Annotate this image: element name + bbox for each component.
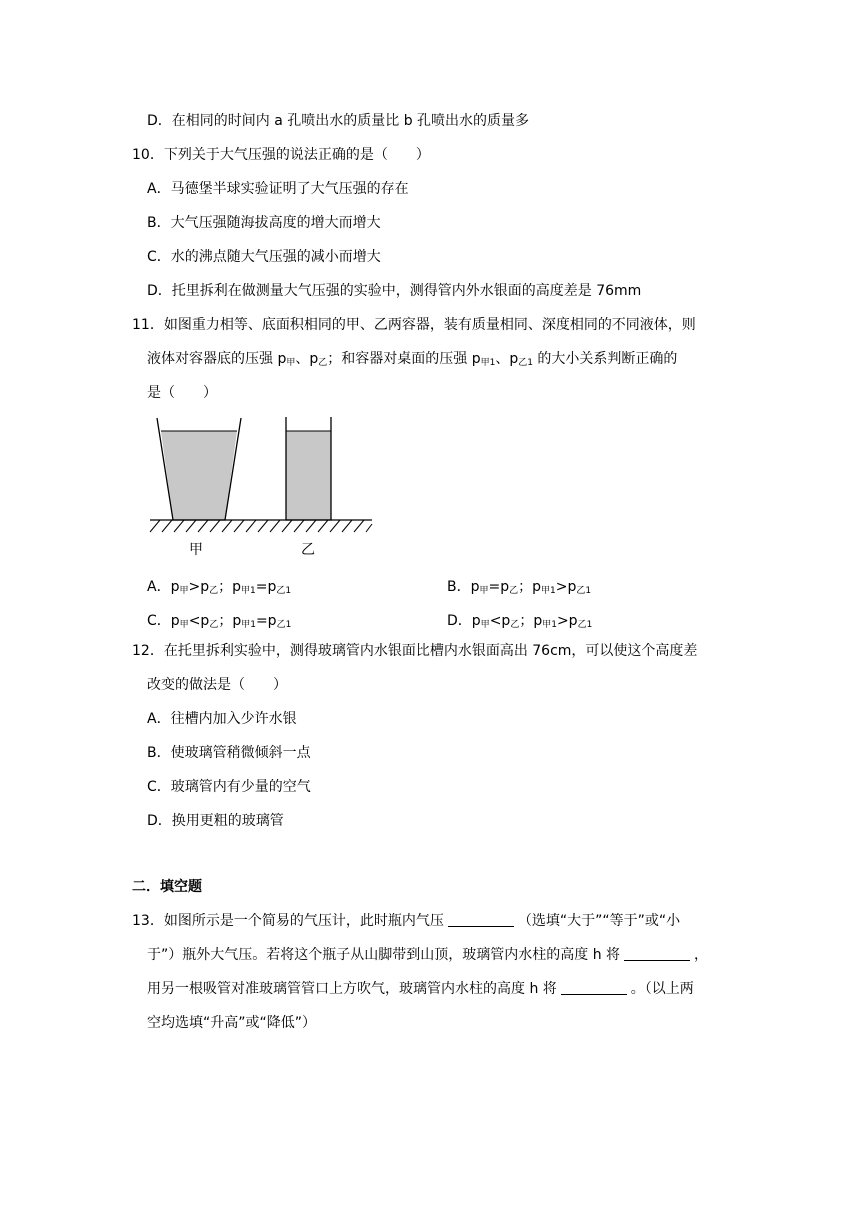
opt-text: A．p [147, 579, 180, 595]
q10-stem: 10．下列关于大气压强的说法正确的是（ ） [132, 147, 430, 163]
answer-blank-2[interactable] [624, 946, 690, 961]
q11-option-b [447, 577, 591, 601]
q13-line2 [147, 945, 708, 965]
q13-text: （选填“大于”“等于”或“小 [517, 913, 681, 929]
container-jia-liquid [161, 431, 237, 520]
q12-option-b: B．使玻璃管稍微倾斜一点 [147, 745, 311, 761]
q12-option-a: A．往槽内加入少许水银 [147, 711, 297, 727]
opt-text: ；p [218, 613, 242, 629]
q9-option-d: D．在相同的时间内 a 孔喷出水的质量比 b 孔喷出水的质量多 [147, 113, 530, 129]
sub-jia1: 甲1 [541, 586, 556, 596]
q13-text: 用另一根吸管对准玻璃管管口上方吹气，玻璃管内水柱的高度 h 将 [147, 981, 557, 997]
label-yi: 乙 [301, 542, 315, 558]
sub-yi1: 乙1 [276, 586, 292, 596]
opt-text: =p [488, 579, 510, 595]
opt-text: ；p [519, 613, 543, 629]
ground-hatching [150, 520, 372, 532]
q10-option-d: D．托里拆利在做测量大气压强的实验中，测得管内外水银面的高度差是 76mm [147, 283, 642, 299]
q11-text: 、p [495, 351, 519, 367]
answer-blank-1[interactable] [448, 912, 514, 927]
containers-figure [145, 410, 380, 560]
q11-text: 液体对容器底的压强 p [147, 351, 287, 367]
q13-text: 13．如图所示是一个简易的气压计，此时瓶内气压 [132, 913, 444, 929]
opt-text: C．p [147, 613, 180, 629]
opt-text: B．p [447, 579, 480, 595]
q10-option-b: B．大气压强随海拔高度的增大而增大 [147, 215, 381, 231]
q13-text: ， [694, 947, 709, 963]
opt-text: <p [188, 613, 210, 629]
sub-jia: 甲 [179, 586, 189, 596]
q10-option-c: C．水的沸点随大气压强的减小而增大 [147, 249, 381, 265]
q13-line3 [147, 979, 694, 999]
label-jia: 甲 [189, 542, 203, 558]
q11-option-d [447, 611, 592, 635]
q13-line1 [132, 911, 680, 931]
section-title: 二．填空题 [132, 879, 202, 895]
opt-text: =p [255, 613, 277, 629]
q11-text: ；和容器对桌面的压强 p [327, 351, 481, 367]
sub-yi1: 乙1 [518, 358, 533, 368]
q12-stem-line1: 12．在托里拆利实验中，测得玻璃管内水银面比槽内水银面高出 76cm，可以使这个高度差 [132, 643, 698, 659]
sub-yi: 乙 [209, 586, 219, 596]
sub-jia1: 甲1 [480, 358, 496, 368]
sub-yi: 乙 [510, 620, 520, 630]
sub-yi: 乙 [509, 586, 519, 596]
q11-text: 、p [295, 351, 319, 367]
q13-text: 。（以上两 [630, 981, 694, 997]
sub-yi1: 乙1 [576, 586, 592, 596]
q11-stem-line1: 11．如图重力相等、底面积相同的甲、乙两容器，装有质量相同、深度相同的不同液体，则 [132, 317, 696, 333]
q11-text: 的大小关系判断正确的 [532, 351, 678, 367]
sub-jia: 甲 [479, 586, 489, 596]
sub-jia1: 甲1 [241, 620, 256, 630]
q13-text: 于”）瓶外大气压。若将这个瓶子从山脚带到山顶，玻璃管内水柱的高度 h 将 [147, 947, 621, 963]
answer-blank-3[interactable] [561, 980, 627, 995]
opt-text: =p [255, 579, 277, 595]
q12-option-d: D．换用更粗的玻璃管 [147, 813, 284, 829]
sub-jia: 甲 [480, 620, 490, 630]
q10-option-a: A．马德堡半球实验证明了大气压强的存在 [147, 181, 409, 197]
opt-text: >p [556, 613, 578, 629]
sub-jia: 甲 [286, 358, 296, 368]
opt-text: <p [489, 613, 511, 629]
opt-text: >p [188, 579, 210, 595]
q12-option-c: C．玻璃管内有少量的空气 [147, 779, 311, 795]
opt-text: >p [555, 579, 577, 595]
sub-jia: 甲 [179, 620, 189, 630]
q13-line4: 空均选填“升高”或“降低”） [147, 1015, 317, 1031]
q11-stem-line3: 是（ ） [147, 385, 217, 401]
opt-text: D．p [447, 613, 481, 629]
q11-stem-line2 [147, 349, 677, 373]
sub-yi: 乙 [209, 620, 219, 630]
sub-yi1: 乙1 [276, 620, 292, 630]
container-yi-liquid [286, 431, 331, 520]
opt-text: ；p [518, 579, 542, 595]
opt-text: ；p [218, 579, 242, 595]
q11-option-c [147, 611, 291, 635]
sub-jia1: 甲1 [241, 586, 256, 596]
sub-yi: 乙 [318, 358, 328, 368]
sub-yi1: 乙1 [577, 620, 593, 630]
q12-stem-line2: 改变的做法是（ ） [147, 677, 287, 693]
q11-option-a [147, 577, 291, 601]
sub-jia1: 甲1 [542, 620, 557, 630]
